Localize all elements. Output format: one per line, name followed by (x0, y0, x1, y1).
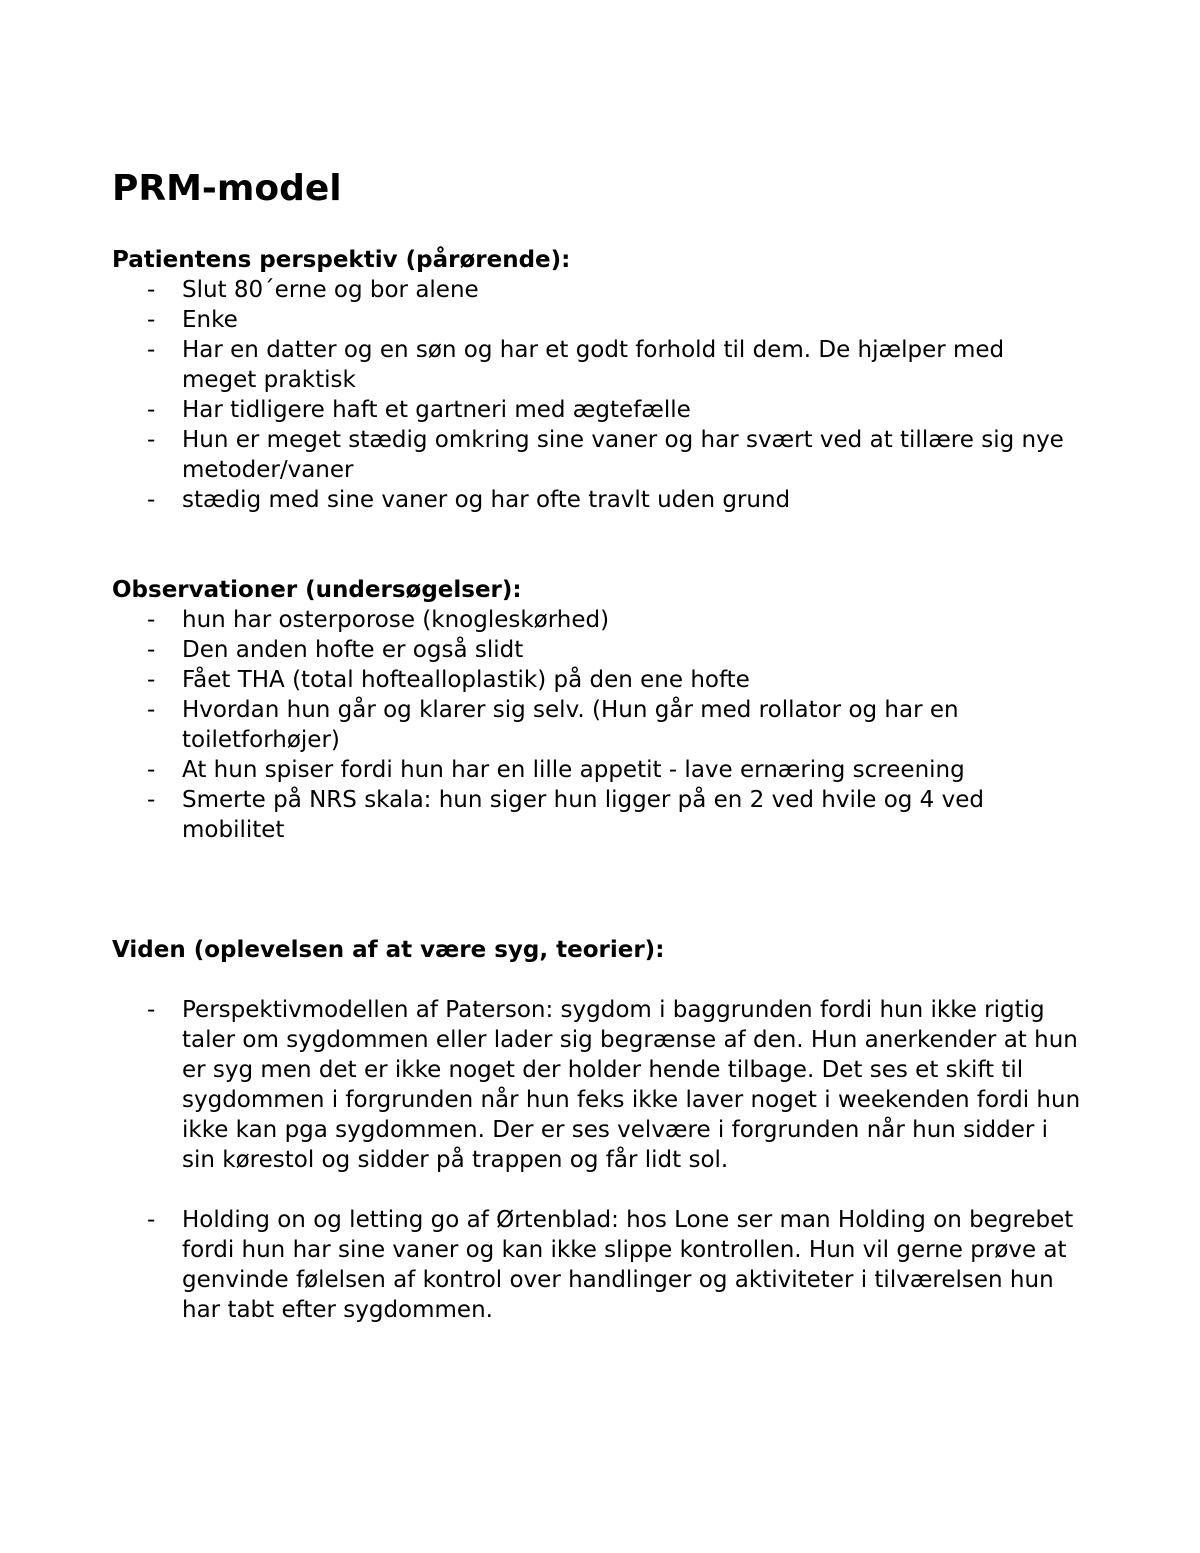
dash-bullet: - (147, 757, 156, 783)
knowledge-list (112, 995, 1082, 1175)
section-spacer (112, 845, 1082, 935)
list-item (112, 335, 1082, 395)
list-item-text: Hvordan hun går og klarer sig selv. (Hun går med rollator og har en toiletforhøjer) (182, 697, 959, 753)
dash-bullet: - (147, 1207, 156, 1233)
list-item (112, 785, 1082, 845)
dash-bullet: - (147, 667, 156, 693)
list-item-text: Fået THA (total hoftealloplastik) på den ene hofte (182, 667, 750, 693)
dash-bullet: - (147, 997, 156, 1023)
list-item-text: Perspektivmodellen af Paterson: sygdom i baggrunden fordi hun ikke rigtig taler om sygdommen eller lader sig begrænse af den. Hun anerkender at hun er syg men det er ikke noget der holder hende tilbage. Det ses et skift til sygdommen i forgrunden når hun feks ikke laver noget i weekenden fordi hun ikke kan pga sygdommen. Der er ses velvære i forgrunden når hun sidder i sin kørestol og sidder på trappen og får lidt sol. (182, 997, 1081, 1173)
knowledge-list-continued (112, 1205, 1082, 1325)
patient-perspective-list (112, 275, 1082, 515)
list-item (112, 485, 1082, 515)
section-heading-observations: Observationer (undersøgelser): (112, 577, 522, 603)
list-item-text: Har en datter og en søn og har et godt forhold til dem. De hjælper med meget praktisk (182, 337, 1005, 393)
list-item-text: At hun spiser fordi hun har en lille appetit - lave ernæring screening (182, 757, 965, 783)
heading-spacer (112, 965, 1082, 995)
list-item (112, 755, 1082, 785)
list-item (112, 695, 1082, 755)
section-heading-knowledge: Viden (oplevelsen af at være syg, teorier): (112, 937, 665, 963)
list-item-text: Enke (182, 307, 238, 333)
dash-bullet: - (147, 337, 156, 363)
list-item-text: Hun er meget stædig omkring sine vaner og har svært ved at tillære sig nye metoder/vaner (182, 427, 1064, 483)
section-heading-patient-perspective: Patientens perspektiv (pårørende): (112, 247, 571, 273)
list-item (112, 635, 1082, 665)
list-item-text: Smerte på NRS skala: hun siger hun ligger på en 2 ved hvile og 4 ved mobilitet (182, 787, 984, 843)
list-item (112, 275, 1082, 305)
list-item (112, 395, 1082, 425)
observations-list (112, 605, 1082, 845)
list-item (112, 425, 1082, 485)
list-item-text: Holding on og letting go af Ørtenblad: hos Lone ser man Holding on begrebet fordi hun har sine vaner og kan ikke slippe kontrollen. Hun vil gerne prøve at genvinde følelsen af kontrol over handlinger og aktiviteter i tilværelsen hun har tabt efter sygdommen. (182, 1207, 1074, 1323)
dash-bullet: - (147, 277, 156, 303)
dash-bullet: - (147, 307, 156, 333)
list-item (112, 305, 1082, 335)
item-spacer (112, 1175, 1082, 1205)
dash-bullet: - (147, 397, 156, 423)
dash-bullet: - (147, 487, 156, 513)
list-item (112, 995, 1082, 1175)
list-item (112, 605, 1082, 635)
dash-bullet: - (147, 607, 156, 633)
list-item-text: Den anden hofte er også slidt (182, 637, 524, 663)
document-title: PRM-model (112, 168, 342, 209)
dash-bullet: - (147, 427, 156, 453)
list-item (112, 665, 1082, 695)
dash-bullet: - (147, 637, 156, 663)
list-item (112, 1205, 1082, 1325)
section-spacer (112, 515, 1082, 575)
document-page (112, 165, 1082, 1325)
dash-bullet: - (147, 697, 156, 723)
list-item-text: hun har osterporose (knogleskørhed) (182, 607, 610, 633)
list-item-text: Har tidligere haft et gartneri med ægtefælle (182, 397, 691, 423)
dash-bullet: - (147, 787, 156, 813)
list-item-text: stædig med sine vaner og har ofte travlt uden grund (182, 487, 791, 513)
list-item-text: Slut 80´erne og bor alene (182, 277, 479, 303)
